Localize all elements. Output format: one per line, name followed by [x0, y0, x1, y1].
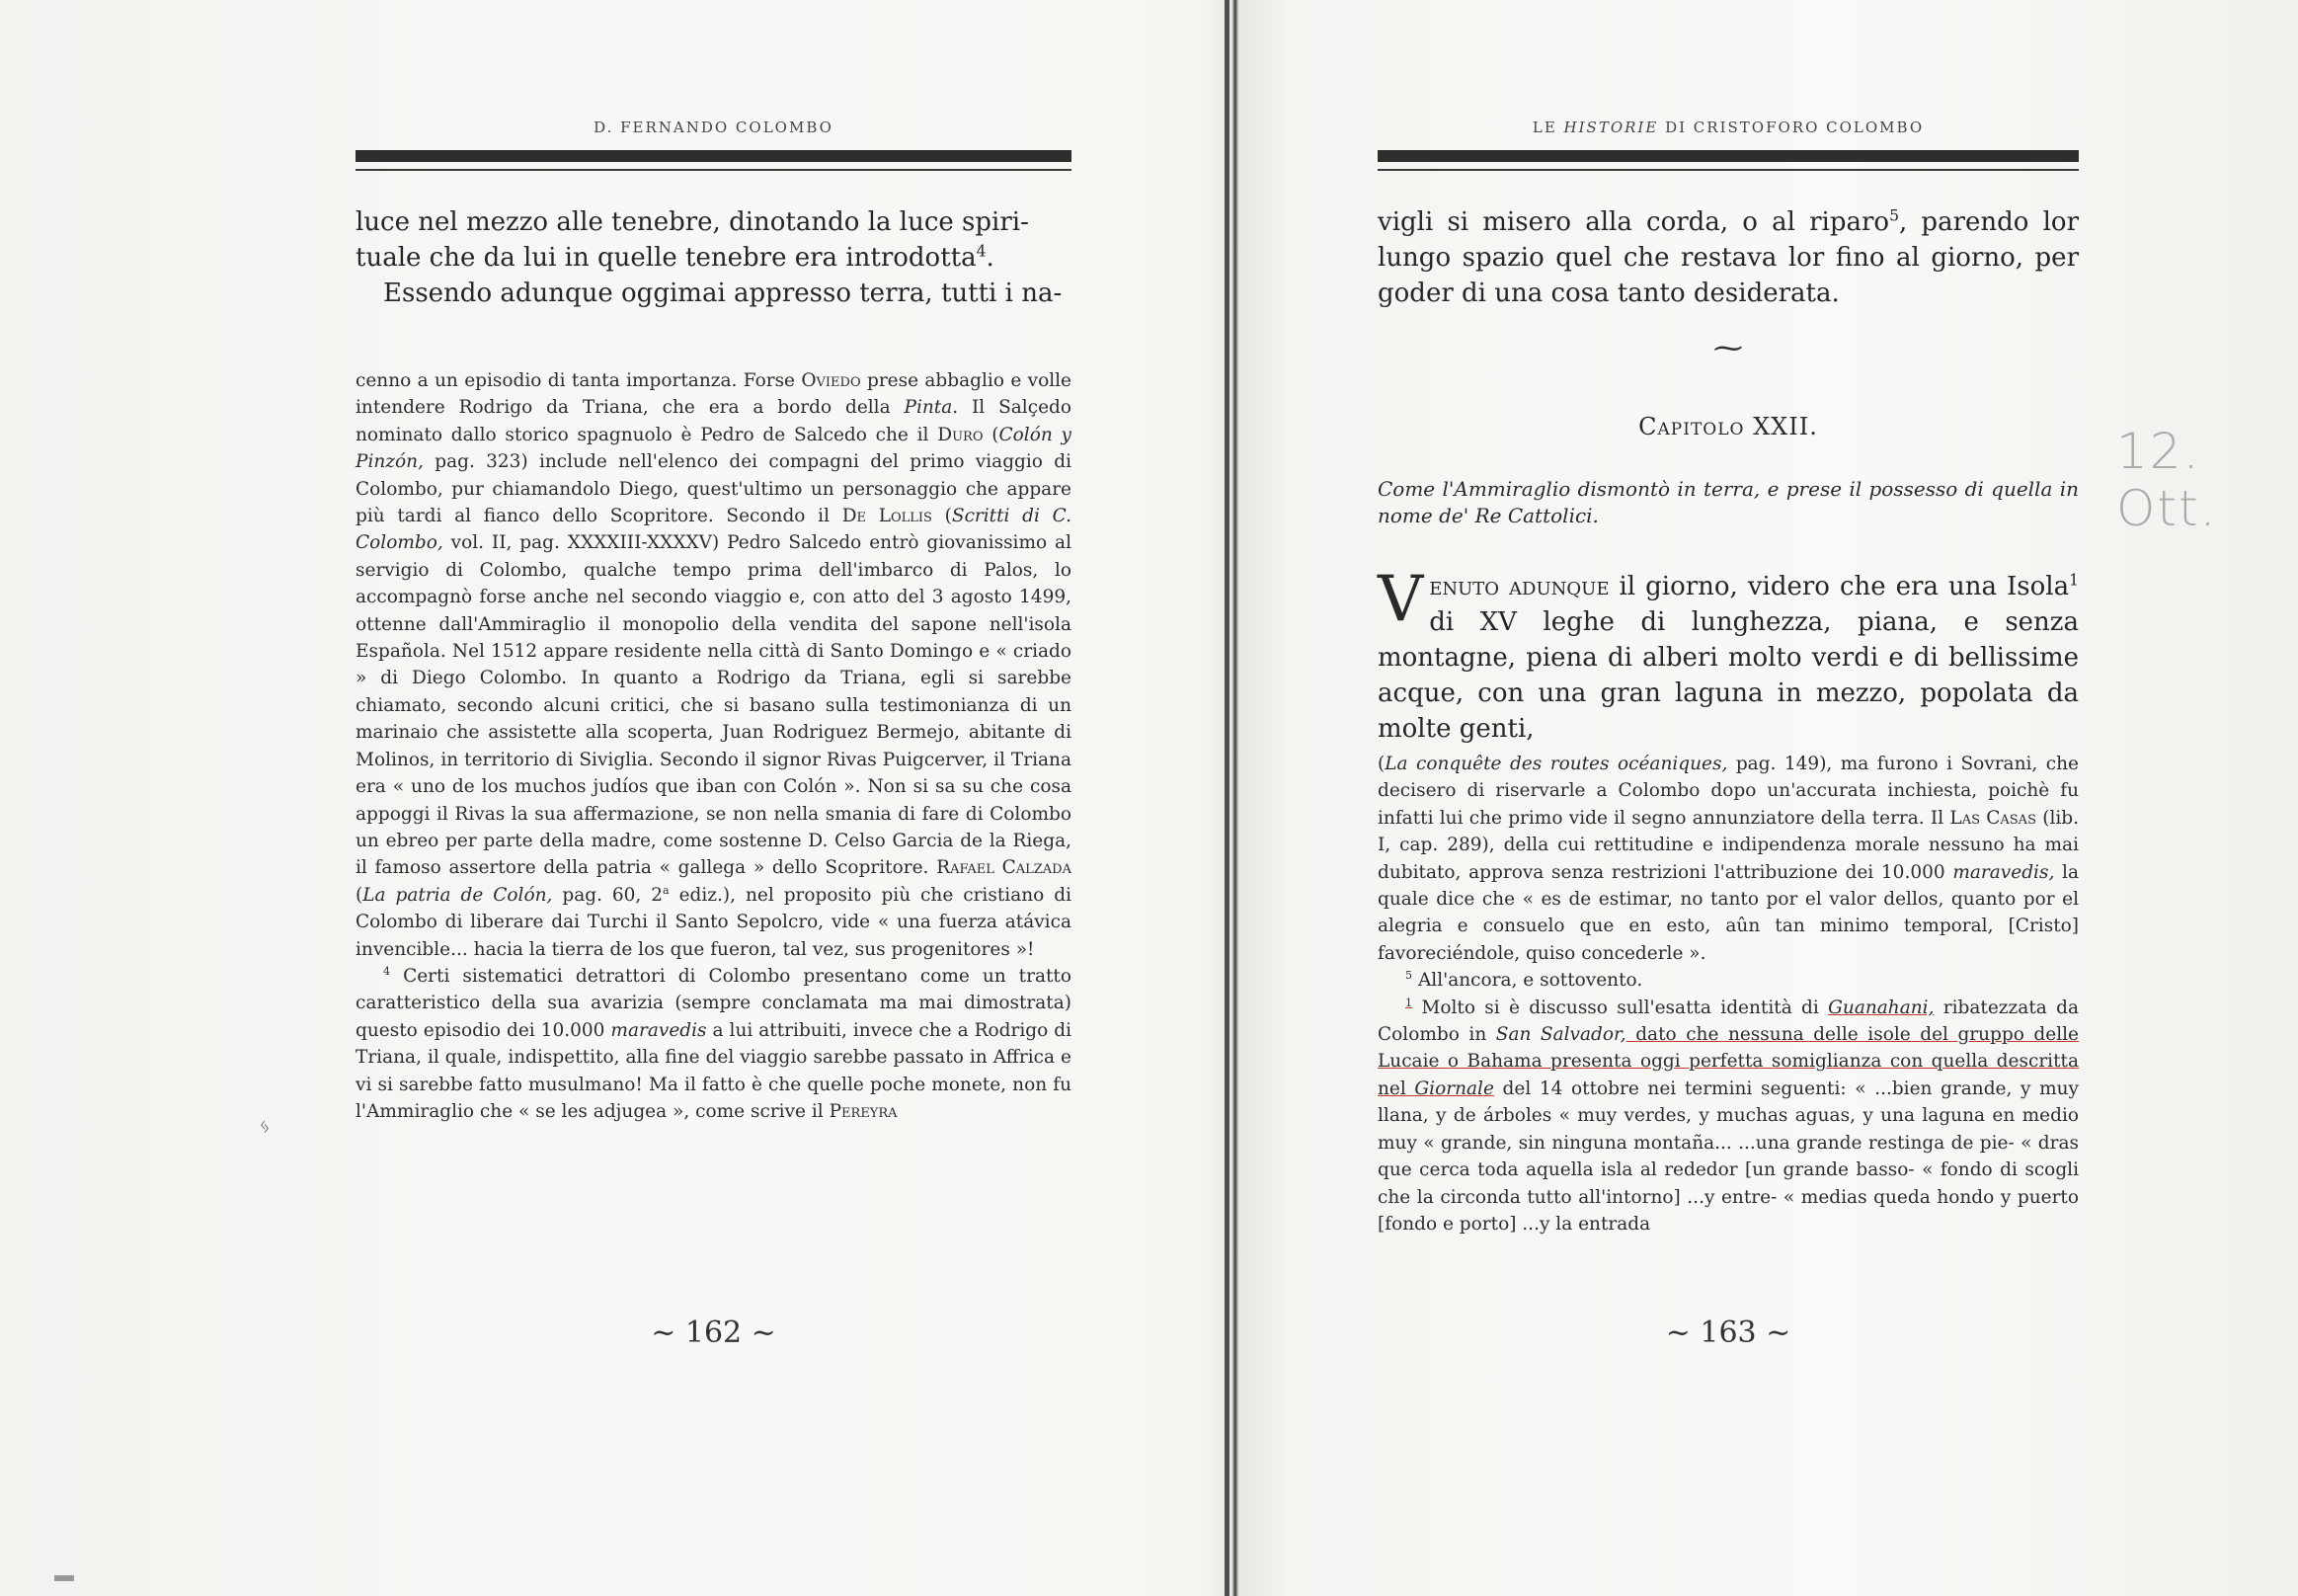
footnote-ref: 5: [1889, 206, 1899, 225]
footnote-5: $^5$ All'ancora, e sottovento.: [1405, 969, 1643, 992]
running-head: D. FERNANDO COLOMBO: [594, 119, 833, 136]
edge-mark: [54, 1575, 74, 1581]
text-line: Essendo adunque oggimai appresso terra, tutti i na-: [383, 279, 1063, 308]
footnote-1: $^1$ Molto si è discusso sull'esatta identità di Guanahani, ribatezzata da Colombo in San Salvador, dato che nessuna delle isole del gruppo delle Lucaie o Bahama presenta oggi perfetta somiglianza con quella descritta nel Giornale del 14 ottobre nei termini seguenti: « ...bien grande, y muy llana, y de árboles « muy verdes, y muchas aguas, y una laguna en medio muy « grande, sin ninguna montaña... ...una grande restinga de pie- « dras que cerca toda aquella isla al rededor [un grande basso- « fondo di scogli che la circonda tutto all'intorno] ...y entre- « medias queda hondo y puerto [fondo e porto] ...y la entrada: [1378, 996, 2079, 1235]
chapter-opening: [1378, 563, 2079, 747]
main-text: [1378, 204, 2079, 311]
running-head: LE HISTORIE DI CRISTOFORO COLOMBO: [1532, 119, 1925, 136]
footnotes: [1378, 751, 2079, 1237]
drop-cap: V: [1378, 563, 1424, 636]
book-gutter: [1225, 0, 1229, 1596]
chapter-title: Capitolo XXII.: [1638, 413, 1818, 440]
handwritten-note: 12. Ott.: [2116, 423, 2218, 537]
margin-mark-icon: ᛃ: [259, 1114, 271, 1138]
footnote-4: $^4$ Certi sistematici detrattori di Colombo presentano come un tratto caratteristico della sua avarizia (sempre conclamata ma mai dimostrata) questo episodio dei 10.000 maravedis a lui attribuiti, invece che a Rodrigo di Triana, il quale, indispettito, alla fine del viaggio sarebbe passato in Affrica e vi si sarebbe fatto musulmano! Ma il fatto è che quelle poche monete, non fu l'Ammiraglio che « se les adjugea », come scrive il Pereyra: [356, 964, 1071, 1122]
text-paragraph: Venuto adunque il giorno, videro che era una Isola$^1$ di XV leghe di lunghezza, piana, e senza montagne, piena di alberi molto verdi e di bellissime acque, con una gran laguna in mezzo, popolata da molte genti,: [1378, 563, 2079, 744]
header-rule-thin: [356, 169, 1071, 171]
left-page: [356, 0, 1071, 1596]
footnote-ref: 4: [976, 242, 987, 261]
footnote-number: 5: [1405, 969, 1413, 983]
footnote-number: 1: [1405, 996, 1413, 1009]
text-line: tuale che da lui in quelle tenebre era introdotta$^4$.: [356, 242, 994, 273]
text-line: luce nel mezzo alle tenebre, dinotando la luce spiri-: [356, 207, 1029, 237]
text-paragraph: vigli si misero alla corda, o al riparo$^5$, parendo lor lungo spazio quel che restava lor fino al giorno, per goder di una cosa tanto desiderata.: [1378, 206, 2079, 308]
header-rule-thick: [1378, 150, 2079, 162]
footnote-ref: 1: [2069, 571, 2079, 590]
page-number: ~ 162 ~: [651, 1316, 776, 1350]
footnote-continuation: (La conquête des routes océaniques, pag. 149), ma furono i Sovrani, che decisero di riservarle a Colombo dopo un'accurata inchiesta, poichè fu infatti lui che primo vide il segno annunziatore della terra. Il Las Casas (lib. I, cap. 289), della cui rettitudine e indipendenza morale nessuno ha mai dubitato, approva senza restrizioni l'attribuzione dei 10.000 maravedis, la quale dice che « es de estimar, no tanto por el valor dellos, quanto por el alegria e consuelo que en esto, aûn tan minimo temporal, [Cristo] favoreciéndole, quiso concederle ».: [1378, 754, 2080, 964]
footnotes: [356, 367, 1071, 1125]
header-rule-thick: [356, 150, 1071, 162]
chapter-summary: Come l'Ammiraglio dismontò in terra, e prese il possesso di quella in nome de' Re Cattolici.: [1378, 477, 2079, 527]
right-page: [1378, 0, 2079, 1596]
section-ornament: ⁓: [1713, 331, 1743, 365]
main-text: [356, 204, 1071, 311]
footnote-number: 4: [383, 964, 391, 978]
footnote-continuation: cenno a un episodio di tanta importanza. Forse Oviedo prese abbaglio e volle intendere Rodrigo da Triana, che era a bordo della Pinta. Il Salçedo nominato dallo storico spagnuolo è Pedro de Salcedo che il Duro (Colón y Pinzón, pag. 323) include nell'elenco dei compagni del primo viaggio di Colombo, pur chiamandolo Diego, quest'ultimo un personaggio che appare più tardi al fianco dello Scopritore. Secondo il De Lollis (Scritti di C. Colombo, vol. II, pag. XXXXIII-XXXXV) Pedro Salcedo entrò giovanissimo al servigio di Colombo, qualche tempo prima dell'imbarco di Palos, lo accompagnò forse anche nel secondo viaggio e, con atto del 3 agosto 1499, ottenne dall'Ammiraglio il monopolio della vendita del sapone nell'isola Española. Nel 1512 appare residente nella città di Santo Domingo e « criado » di Diego Colombo. In quanto a Rodrigo da Triana, egli si sarebbe chiamato, secondo alcuni critici, che si basano sulla testimonianza di un marinaio che assistette alla scoperta, Juan Rodriguez Bermejo, abitante di Molinos, in territorio di Siviglia. Secondo il signor Rivas Puigcerver, il Triana era « uno de los muchos judíos que iban con Colón ». Non si sa su che cosa appoggi il Rivas la sua affermazione, se non nella smania di fare di Colombo un ebreo per parte della madre, come sostenne D. Celso Garcia de la Riega, il famoso assertore della patria « gallega » dello Scopritore. Rafael Calzada (La patria de Colón, pag. 60, 2$^a$ ediz.), nel proposito più che cristiano di Colombo di liberare dai Turchi il Santo Sepolcro, vide « una fuerza atávica invencible... hacia la tierra de los que fueron, tal vez, sus progenitores »!: [356, 370, 1072, 960]
page-number: ~ 163 ~: [1665, 1316, 1791, 1350]
header-rule-thin: [1378, 169, 2079, 171]
